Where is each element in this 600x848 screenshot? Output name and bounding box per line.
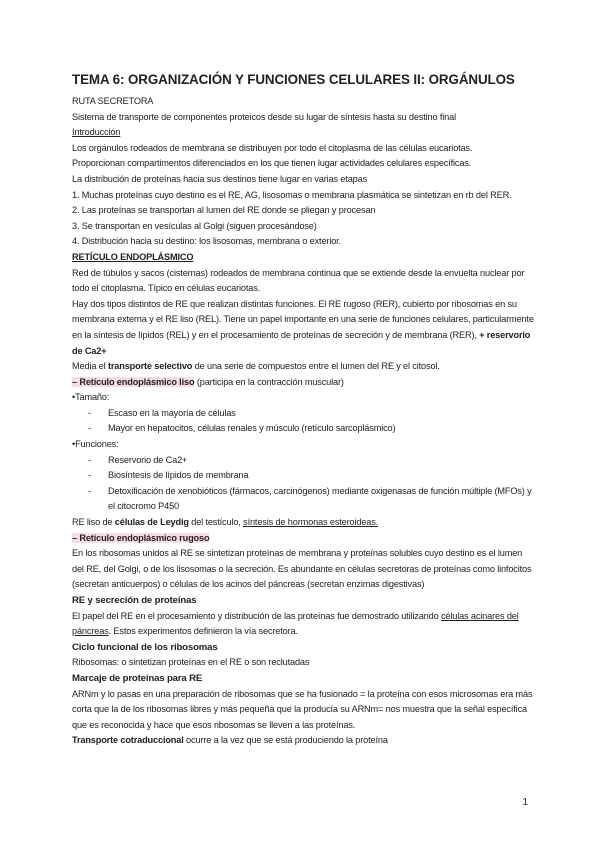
secretion-underline: células acinares del páncreas [72,610,519,637]
re-heading: RETÍCULO ENDOPLÁSMICO [72,251,194,262]
intro-line: 2. Las proteínas se transportan al lumen del RE donde se pliegan y procesan [72,205,376,216]
re-types-text: Hay dos tipos distintos de RE que realizan distintas funciones. El RE rugoso (RER), cubierto por ribosomas en su membrana externa y el RE liso (REL). Tiene un papel importante en una serie de funciones celulares, particularmente en la síntesis de lípidos (REL) y en el procesamiento de proteínas de secreción y de membrana (RER), [72,298,534,340]
intro-line: Los orgánulos rodeados de membrana se distribuyen por todo el citoplasma de las células eucariotas. [72,142,473,153]
re-types-bold: + reservorio de Ca2+ [72,329,531,356]
rer-heading-line [72,531,534,547]
ruta-description: Sistema de transporte de componentes proteicos desde su lugar de síntesis hasta su destino final [72,111,456,122]
leydig-bold: células de Leydig [114,517,189,528]
secretion-heading: RE y secreción de proteínas [72,595,197,606]
transport-paragraph [72,359,534,375]
intro-line: 4. Distribución hacia su destino: los lisosomas, membrana o exterior. [72,236,341,247]
document-page [72,72,534,749]
transport-bold: transporte selectivo [107,361,193,372]
leydig-text: RE liso de [72,517,115,528]
intro-line: 3. Se transportan en vesículas al Golgi (siguen procesándose) [72,220,317,231]
transport-text-end: de una serie de compuestos entre el lumen del RE y el citosol. [192,361,440,372]
ribosome-cycle-text: Ribosomas: o sintetizan proteínas en el RE o son reclutadas [72,657,310,668]
rel-heading-line [72,375,534,391]
rer-description: En los ribosomas unidos al RE se sintetizan proteínas de membrana y proteínas solubles cuyo destino es el lumen del RE, del Golgi, o de los lisosomas o la secreción. Es abundante en células secretoras de proteínas como linfocitos (secretan anticuerpos) o células de los acinos del páncreas (secretan enzimas digestivas) [72,548,532,590]
cotranslational-paragraph [72,733,534,749]
list-item: - Escaso en la mayoría de células [72,406,534,422]
ribosome-cycle-heading: Ciclo funcional de los ribosomas [72,641,218,653]
intro-heading: Introducción [72,127,121,138]
rel-heading: – Retículo endoplásmico liso [72,376,195,387]
cotranslational-bold: Transporte cotraduccional [72,735,184,746]
rel-note: (participa en la contracción muscular) [194,376,344,387]
cotranslational-text: ocurre a la vez que se está produciendo la proteína [183,735,388,746]
intro-line: 1. Muchas proteínas cuyo destino es el RE, AG, lisosomas o membrana plasmática se sintetizan en rb del RER. [72,189,512,200]
list-item: - Reservorio de Ca2+ [72,453,534,469]
secretion-text: El papel del RE en el procesamiento y distribución de las proteínas fue demostrado utilizando [72,610,441,621]
section-label-ruta: RUTA SECRETORA [72,96,154,106]
leydig-text-mid: del testículo, [188,517,244,528]
functions-label: •Funciones: [72,439,119,450]
secretion-text-end: . Estos experimentos definieron la vía secretora. [108,626,298,637]
size-list [72,406,534,437]
list-item: - Mayor en hepatocitos, células renales y músculo (retículo sarcoplásmico) [72,421,534,437]
rer-heading: – Retículo endoplásmico rugoso [72,532,210,543]
list-item: - Biosíntesis de lípidos de membrana [72,468,534,484]
transport-text: Media el [72,361,108,372]
leydig-paragraph [72,515,534,531]
re-definition: Red de túbulos y sacos (cisternas) rodeados de membrana continua que se extiende desde la envuelta nuclear por todo el citoplasma. Típico en células eucariotas. [72,267,525,294]
intro-line: Proporcionan compartimentos diferenciados en los que tienen lugar actividades celulares específicas. [72,158,472,169]
marking-heading: Marcaje de proteínas para RE [72,672,203,684]
page-title: TEMA 6: ORGANIZACIÓN Y FUNCIONES CELULARES II: ORGÁNULOS [72,72,515,87]
intro-line: La distribución de proteínas hacia sus destinos tiene lugar en varias etapas [72,173,368,184]
re-types-paragraph [72,297,534,359]
size-label: •Tamaño: [72,392,110,403]
leydig-underline: síntesis de hormonas esteroideas. [243,517,379,528]
functions-list [72,453,534,515]
secretion-paragraph [72,609,534,640]
page-number: 1 [522,797,528,808]
list-item: - Detoxificación de xenobióticos (fármacos, carcinógenos) mediante oxigenasas de función múltiple (MFOs) y el citocromo P450 [72,484,534,515]
marking-text: ARNm y lo pasas en una preparación de ribosomas que se ha fusionado = la proteína con esos microsomas era más corta que la de los ribosomas libres y más pequeña que la producía su ARNm= nos muestra que la señal específica que es reconocida y hace que esos ribosomas se lleven a las proteínas. [72,688,533,730]
